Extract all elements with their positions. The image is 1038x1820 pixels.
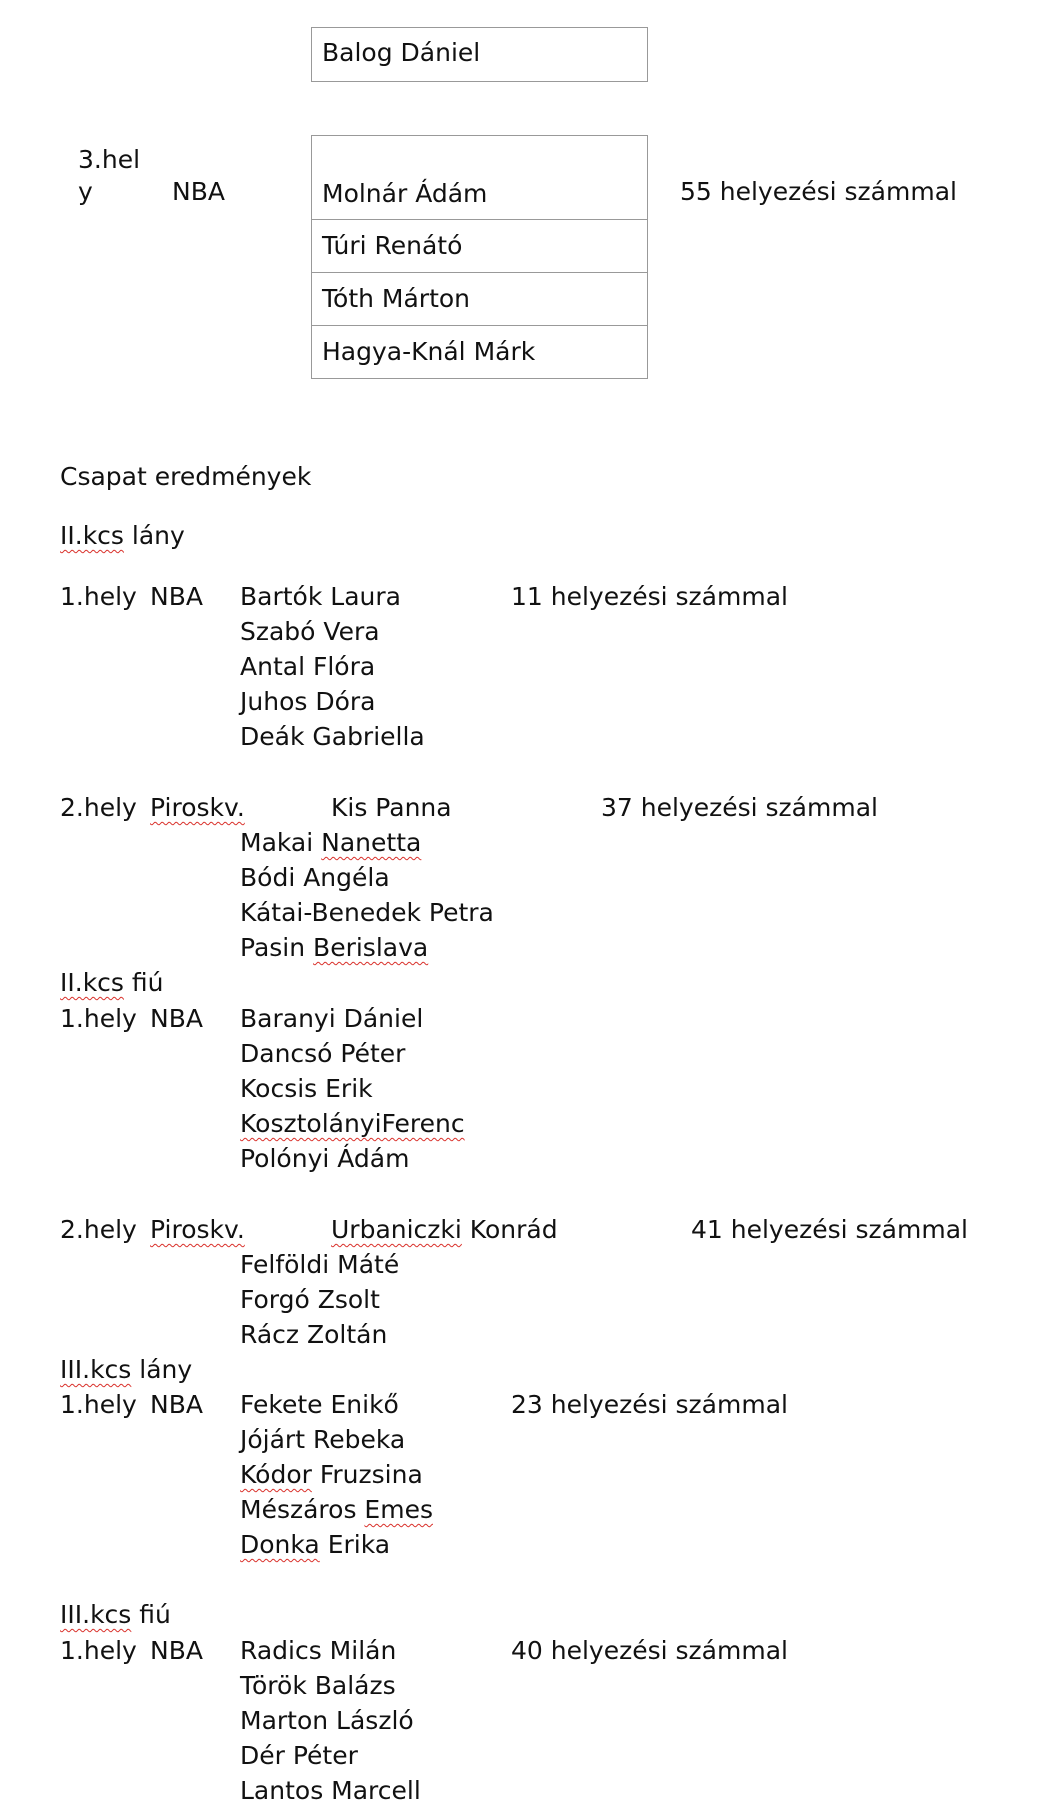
member-first: Konrád <box>461 1215 558 1244</box>
place: 1.hely <box>60 1636 137 1665</box>
member: Polónyi Ádám <box>240 1144 410 1173</box>
member-first: Emes <box>364 1495 433 1524</box>
member <box>240 1460 423 1490</box>
member: Jójárt Rebeka <box>240 1425 406 1454</box>
place: 2.hely <box>60 1215 137 1244</box>
category-code: III.kcs <box>60 1600 132 1629</box>
member-last: Kódor <box>240 1460 312 1489</box>
score: 23 helyezési számmal <box>511 1390 788 1419</box>
member: Forgó Zsolt <box>240 1285 380 1314</box>
member: Dér Péter <box>240 1741 358 1770</box>
third-place-label: 3.hel <box>78 145 141 174</box>
member: Török Balázs <box>240 1671 396 1700</box>
member-name: Túri Renátó <box>322 231 463 260</box>
member: Kis Panna <box>331 793 452 822</box>
member: Marton László <box>240 1706 414 1735</box>
team: NBA <box>150 1636 203 1665</box>
member-first: Fruzsina <box>311 1460 423 1489</box>
member-name: Tóth Márton <box>322 284 471 313</box>
member: Radics Milán <box>240 1636 397 1665</box>
member <box>240 1530 390 1560</box>
place: 1.hely <box>60 1004 137 1033</box>
member <box>331 1215 558 1245</box>
member-last: Mészáros <box>240 1495 365 1524</box>
team <box>150 1215 245 1245</box>
member: Dancsó Péter <box>240 1039 406 1068</box>
member-cell <box>311 135 648 220</box>
member <box>240 1495 433 1525</box>
score: 37 helyezési számmal <box>601 793 878 822</box>
category-code: III.kcs <box>60 1355 132 1384</box>
category-title <box>60 1600 171 1630</box>
member: Juhos Dóra <box>240 687 376 716</box>
member-cell <box>311 219 648 273</box>
member-name: KosztolányiFerenc <box>240 1109 465 1138</box>
member-first: Makai <box>240 828 322 857</box>
score: 40 helyezési számmal <box>511 1636 788 1665</box>
member <box>240 1109 465 1139</box>
team-name: Piroskv. <box>150 793 245 822</box>
category-code: II.kcs <box>60 968 124 997</box>
member: Baranyi Dániel <box>240 1004 424 1033</box>
team: NBA <box>150 1390 203 1419</box>
member: Deák Gabriella <box>240 722 425 751</box>
category-gender: fiú <box>123 968 164 997</box>
third-place-label-cont: y <box>78 177 93 206</box>
place: 2.hely <box>60 793 137 822</box>
category-code: II.kcs <box>60 521 124 550</box>
category-title <box>60 968 164 998</box>
member: Antal Flóra <box>240 652 376 681</box>
score: 41 helyezési számmal <box>691 1215 968 1244</box>
category-gender: lány <box>123 521 185 550</box>
category-gender: fiú <box>131 1600 171 1629</box>
place: 1.hely <box>60 1390 137 1419</box>
member-first: Pasin <box>240 933 314 962</box>
category-title <box>60 1355 192 1385</box>
name-box <box>311 27 648 82</box>
member: Bartók Laura <box>240 582 401 611</box>
page-heading: Csapat eredmények <box>60 462 312 491</box>
member-name: Hagya-Knál Márk <box>322 337 536 366</box>
member-cell <box>311 325 648 379</box>
member-last: Urbaniczki <box>331 1215 462 1244</box>
member-cell <box>311 272 648 326</box>
member: Rácz Zoltán <box>240 1320 388 1349</box>
team: NBA <box>150 582 203 611</box>
member: Fekete Enikő <box>240 1390 399 1419</box>
score: 11 helyezési számmal <box>511 582 788 611</box>
member: Szabó Vera <box>240 617 380 646</box>
member: Lantos Marcell <box>240 1776 421 1805</box>
member <box>240 933 428 963</box>
team <box>150 793 245 823</box>
third-place-score: 55 helyezési számmal <box>680 177 957 206</box>
category-title <box>60 521 185 551</box>
member: Kátai-Benedek Petra <box>240 898 494 927</box>
member: Kocsis Erik <box>240 1074 373 1103</box>
member: Felföldi Máté <box>240 1250 400 1279</box>
name-box-text: Balog Dániel <box>322 38 481 67</box>
member <box>240 828 421 858</box>
member-last: Donka <box>240 1530 320 1559</box>
member-name: Molnár Ádám <box>322 179 488 208</box>
team-name: Piroskv. <box>150 1215 245 1244</box>
member-last: Berislava <box>313 933 429 962</box>
third-place-team: NBA <box>172 177 225 206</box>
member: Bódi Angéla <box>240 863 390 892</box>
member-first: Erika <box>319 1530 391 1559</box>
team: NBA <box>150 1004 203 1033</box>
member-last: Nanetta <box>321 828 422 857</box>
place: 1.hely <box>60 582 137 611</box>
category-gender: lány <box>131 1355 193 1384</box>
